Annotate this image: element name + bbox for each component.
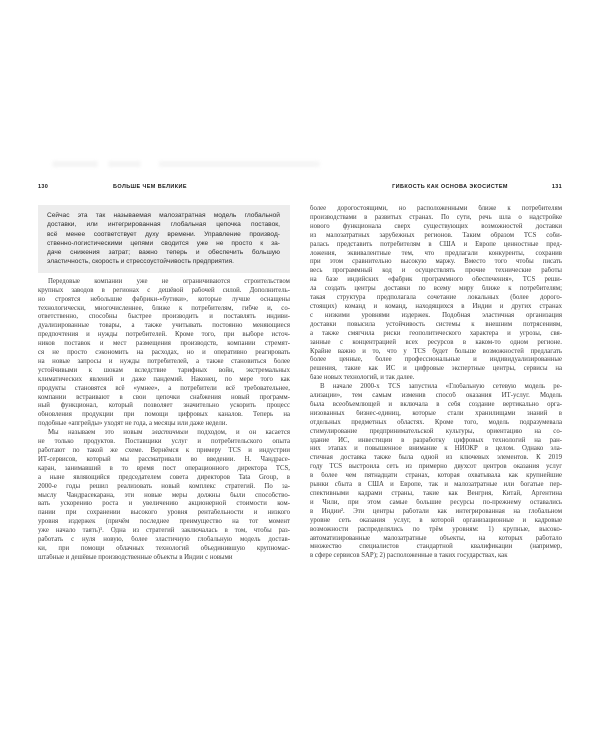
text-line: технологически, многочисленнее, ближе к потребителям, гибче и, со- xyxy=(38,304,290,312)
right-running-head: ГИБКОСТЬ КАК ОСНОВА ЭКОСИСТЕМ xyxy=(392,184,508,190)
text-line: даче снижения затрат; важно теперь и обеспечить большую xyxy=(47,249,280,257)
text-line: устойчивыми к шокам вследствие тарифных войн, экстремальных xyxy=(38,366,290,374)
text-line: уровня издержек (причём последнее преимущество на тот момент xyxy=(38,518,290,526)
text-line: Сейчас эта так называемая малозатратная модель глобальной xyxy=(47,212,280,219)
text-line: мыслу Чандрасекарана, эти новые меры должны были способство- xyxy=(38,491,290,499)
text-line: более ценные, более профессиональные и индивидуализированные xyxy=(310,356,562,364)
text-line: ализации», тем самым изменив способ оказания ИТ-услуг. Модель xyxy=(310,392,562,400)
right-page-column xyxy=(310,205,562,561)
text-line: ИТ-сервисов, который мы рассматривали во введении. Н. Чандрасе- xyxy=(38,455,290,463)
text-line: пании при сохранении высокого уровня рентабельности и низкого xyxy=(38,509,290,517)
text-line: была всеобъемлющей и включала в себя создание вертикально орга- xyxy=(310,400,562,408)
text-line: предпочтения и нужды потребителей. Кроме того, при выборе источ- xyxy=(38,331,290,339)
text-line: нового функционала сверх существующих возможностей доставки xyxy=(310,222,562,230)
left-page-number: 130 xyxy=(38,184,49,190)
text-line: автоматизированные малозатратные объекты, на которых работало xyxy=(310,534,562,542)
text-line: работают по такой же схеме. Вернёмся к примеру TCS и индустрии xyxy=(38,447,290,454)
text-line: подобные «апгрейды» уходят не года, а месяцы или даже недели. xyxy=(38,420,228,428)
text-line: вать ускорению роста и увеличению акционерной стоимости ком- xyxy=(38,500,290,508)
text-line: уже начало таять)¹. Одна из стратегий заключалась в том, чтобы раз- xyxy=(38,527,290,535)
text-line: но строятся небольшие фабрики-«бутики», которые лучше оснащены xyxy=(38,295,290,303)
text-line: доставки повысила устойчивость системы к внешним потрясениям, xyxy=(310,320,562,328)
text-line: не только продуктов. Поставщики услуг и потребительского опыта xyxy=(38,438,290,446)
text-line: крупных заводов в регионах с дешёвой рабочей силой. Дополнитель- xyxy=(38,286,290,294)
text-line: Мы называем это новым эластичным подходом, и он касается xyxy=(48,429,290,437)
text-line: на базе индийских «фабрик программного обеспечения», TCS реши- xyxy=(310,276,562,284)
text-line: спективными кадрами страны, такие как Венгрия, Китай, Аргентина xyxy=(310,490,562,497)
left-page-column xyxy=(38,205,290,563)
text-line: продукты становятся всё «умнее», а потребители всё требовательнее, xyxy=(38,384,290,392)
text-line: возможности распределялись по трём уровням: 1) крупные, высоко- xyxy=(310,525,562,533)
text-line: множество специалистов стандартной квалификации (например, xyxy=(310,543,562,551)
text-line: низованных бизнес-единиц, которые стали хранилищами знаний в xyxy=(310,409,562,417)
text-line: Передовые компании уже не ограничиваются строительством xyxy=(48,277,290,285)
text-line: климатических явлений и даже пандемий. Наконец, по мере того как xyxy=(38,375,290,383)
text-line: 2000-е годы решил реализовать новый комплекс стратегий. По за- xyxy=(38,482,290,490)
text-line: а ныне являющийся председателем совета директоров Tata Group, в xyxy=(38,473,290,481)
text-line: а также смягчила риски геополитического характера и угрозы, свя- xyxy=(310,329,562,337)
text-line: работать с нуля новую, более эластичную глобальную модель достав- xyxy=(38,536,290,544)
text-line: каран, занимавший в то время пост операционного директора TCS, xyxy=(38,464,290,472)
text-line: ответственно, способны быстрее производить и поставлять индиви- xyxy=(38,313,290,321)
text-line: штабные и дешёвые производственные объекты в Индии с новыми xyxy=(38,553,233,561)
text-line: стичная доставка также была одной из ключевых элементов. К 2019 xyxy=(310,454,562,462)
text-line: базе новых технологий, и так далее. xyxy=(310,374,415,382)
paragraph xyxy=(38,278,290,429)
text-line: ложения, эквивалентные тем, что предлагали конкуренты, сохранив xyxy=(310,249,562,257)
paragraph xyxy=(38,429,290,563)
right-page-number: 131 xyxy=(551,184,562,190)
text-line: уровне сеть оказания услуг, в которой организационные и кадровые xyxy=(310,516,562,524)
text-line: рынки сбыта в США и Европе, так и малозатратные или богатые пер- xyxy=(310,481,562,489)
text-line: в Индии². Эти центры работали как интегрированная на глобальном xyxy=(310,507,562,515)
left-running-head: БОЛЬШЕ ЧЕМ ВЕЛИКИЕ xyxy=(113,184,187,190)
text-line: ников поставок и мест размещения производств, компании стремят- xyxy=(38,340,290,348)
text-line: занные с концентрацией всех ресурсов в каком-то одном регионе. xyxy=(310,338,562,346)
text-line: более дорогостоящими, но расположенными ближе к потребителям xyxy=(310,205,562,212)
text-line: них этапах и повышенное внимание к НИОКР в целом. Однако эла- xyxy=(310,445,562,453)
text-line: стоящих) команд и команд, находящихся в Индии и других странах xyxy=(310,302,562,310)
text-line: ла создать центры доставки по всему миру ближе к потребителям; xyxy=(310,285,562,293)
text-line: Крайне важно и то, что у TCS будет больше возможностей предлагать xyxy=(310,347,562,355)
text-line: с низкими уровнями издержек. Подобная эластичная организация xyxy=(310,311,562,319)
callout-box xyxy=(38,205,290,273)
text-line: В начале 2000-х TCS запустила «Глобальную сетевую модель ре- xyxy=(320,383,562,391)
text-line: и Чили, при этом самые большие ресурсы по-прежнему оставались xyxy=(310,498,562,506)
text-line: всё менее соответствует духу времени. Управление производ- xyxy=(47,230,280,238)
text-line: решения, такие как ИС и цифровые экспертные центры, сервисы на xyxy=(310,365,562,373)
page-showthrough-artifact xyxy=(52,161,320,167)
text-line: на новые запросы и нужды потребителей, а также становиться более xyxy=(38,357,290,365)
text-line: отдельных предметных областях. Кроме того, модель подразумевала xyxy=(310,418,562,426)
text-line: дуализированные товары, а также учитывать постоянно меняющиеся xyxy=(38,322,290,330)
text-line: из малозатратных зарубежных регионов. Таким образом TCS соби- xyxy=(310,231,562,239)
text-line: ралась представить потребителям в США и Европе ценностные пред- xyxy=(310,240,562,248)
text-line: здание ИС, инвестиции в разработку цифровых технологий на ран- xyxy=(310,436,562,444)
text-line: компании встраивают в свои цепочки снабжения новый программ- xyxy=(38,393,290,401)
text-line: ся не просто сэкономить на расходах, но и оперативно реагировать xyxy=(38,349,290,357)
text-line: при этом сравнительно высокую маржу. Вместо того чтобы писать xyxy=(310,258,562,266)
text-line: доставки, или интегрированная глобальная цепочка поставок, xyxy=(47,221,280,229)
text-line: в более чем пятнадцати странах, которая охватывала как крупнейшие xyxy=(310,472,562,480)
left-page-body xyxy=(38,278,290,563)
text-line: ки, при помощи облачных технологий объединившую крупномас- xyxy=(38,544,290,552)
text-line: такая структура предполагала сочетание локальных (более дорого- xyxy=(310,294,562,302)
right-page-body xyxy=(310,205,562,561)
text-line: в сфере сервисов SAP); 2) расположенные в таких государствах, как xyxy=(310,552,508,560)
paragraph xyxy=(310,205,562,383)
text-line: стимулирование предпринимательской культуры, ориентацию на со- xyxy=(310,427,562,435)
text-line: эластичность, скорость и стрессоустойчивость предприятия. xyxy=(47,258,234,266)
text-line: ный функционал, который позволяет значительно ускорить процесс xyxy=(38,402,290,410)
text-line: весь программный код и осуществлять прочие технические работы xyxy=(310,267,562,275)
text-line: обновления продукции при помощи цифровых каналов. Теперь на xyxy=(38,411,290,419)
text-line: году TCS выстроила сеть из примерно двухсот центров оказания услуг xyxy=(310,463,562,471)
text-line: производствами в развитых странах. По сути, речь шла о надстройке xyxy=(310,213,562,221)
text-line: ственно-логистическими цепями сводится уже не просто к за- xyxy=(47,239,280,247)
paragraph xyxy=(310,383,562,561)
